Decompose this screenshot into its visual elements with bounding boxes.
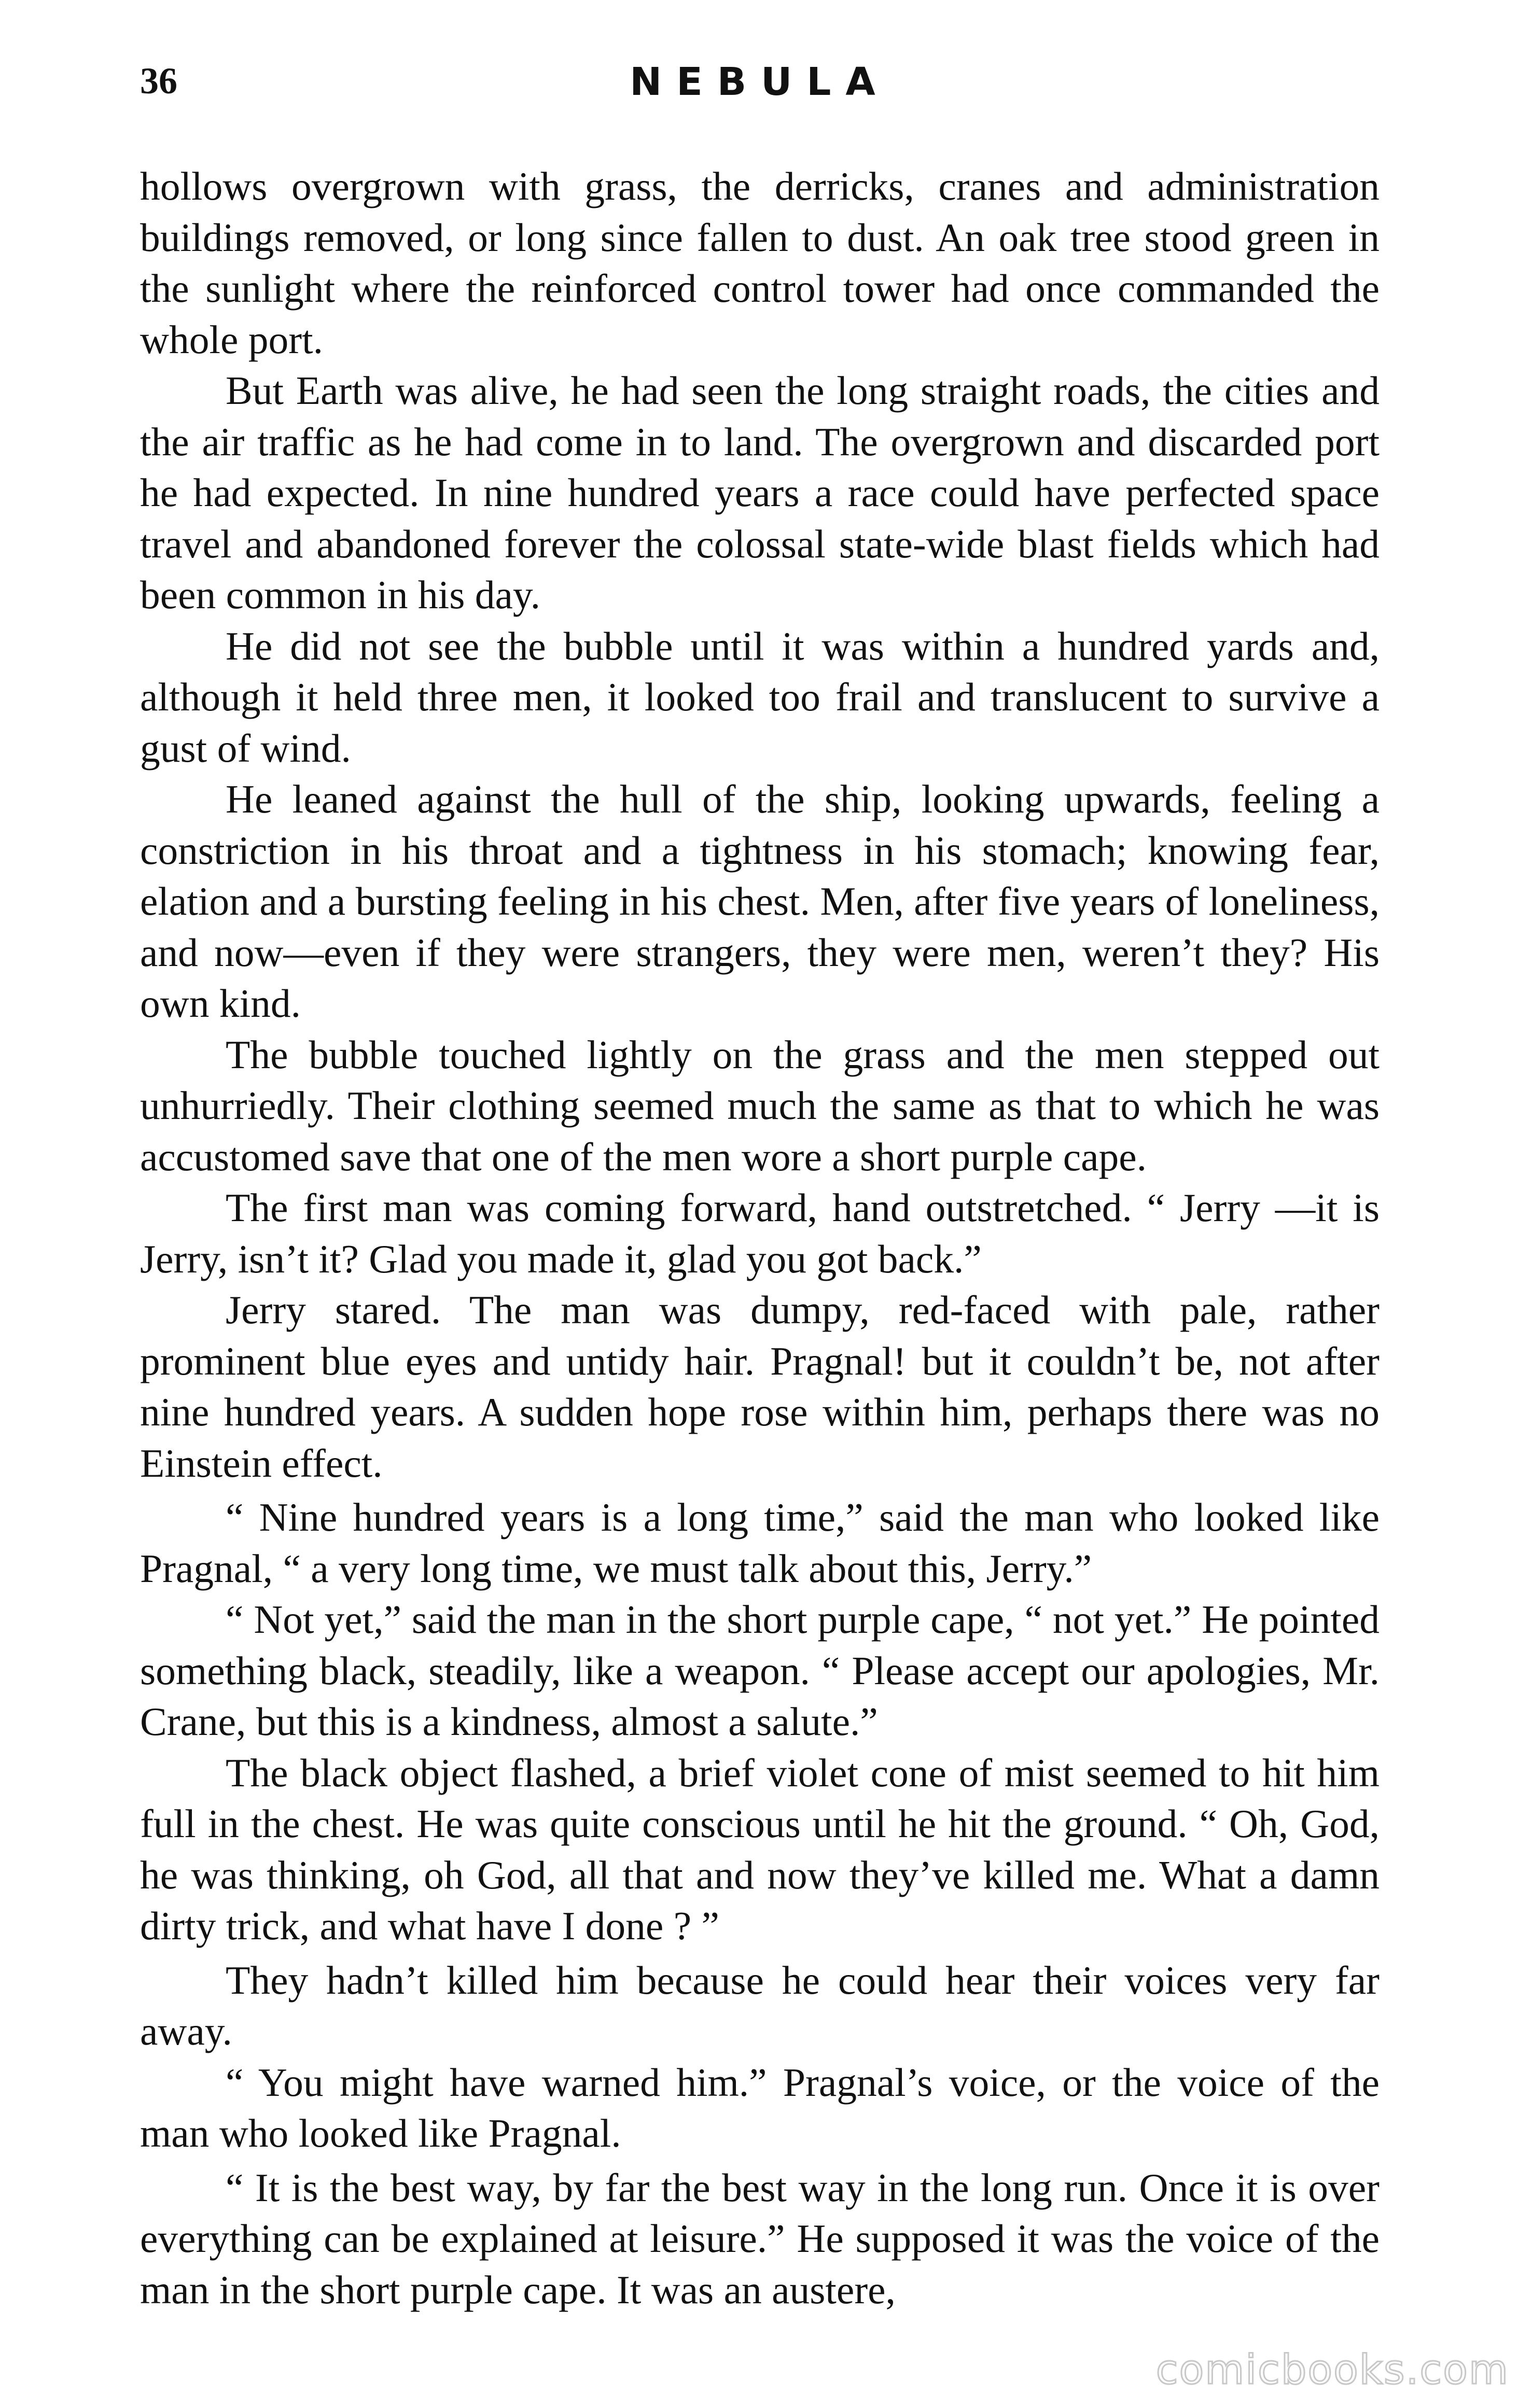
paragraph: “ Not yet,” said the man in the short purple cape, “ not yet.” He pointed something black, steadily, like a weapon. “ Please accept our apologies, Mr. Crane, but this is a kindness, almost a salute.” — [140, 1597, 1380, 1744]
page-number: 36 — [140, 60, 177, 102]
running-title: NEBULA — [630, 60, 890, 104]
paragraph: Jerry stared. The man was dumpy, red-faced with pale, rather prominent blue eyes and untidy hair. Pragnal! but it couldn’t be, not after nine hundred years. A sudden hope rose within him, perhaps there was no Einstein effect. — [140, 1287, 1380, 1486]
paragraph: He did not see the bubble until it was within a hundred yards and, although it held three men, it looked too frail and translucent to survive a gust of wind. — [140, 623, 1380, 771]
paragraph: But Earth was alive, he had seen the long straight roads, the cities and the air traffic as he had come in to land. The overgrown and discarded port he had expected. In nine hundred years a race could have perfected space travel and abandoned forever the colossal state-wide blast fields which had been common in his day. — [140, 368, 1380, 617]
paragraph: hollows overgrown with grass, the derricks, cranes and administration buildings removed, or long since fallen to dust. An oak tree stood green in the sunlight where the reinforced control tower had once commanded the whole port. — [140, 164, 1380, 362]
paragraph: The bubble touched lightly on the grass and the men stepped out unhurriedly. Their clothing seemed much the same as that to which he was accustomed save that one of the men wore a short purple cape. — [140, 1032, 1380, 1179]
body-text — [140, 161, 1380, 2315]
paragraph: The first man was coming forward, hand outstretched. “ Jerry —it is Jerry, isn’t it? Glad you made it, glad you got back.” — [140, 1185, 1380, 1281]
paragraph: He leaned against the hull of the ship, looking upwards, feeling a constriction in his throat and a tightness in his stomach; knowing fear, elation and a bursting feeling in his chest. Men, after five years of loneliness, and now—even if they were strangers, they were men, weren’t they? His own kind. — [140, 777, 1380, 1026]
watermark: comicbooks.com — [1155, 2347, 1509, 2393]
paragraph: The black object flashed, a brief violet cone of mist seemed to hit him full in the chest. He was quite conscious until he hit the ground. “ Oh, God, he was thinking, oh God, all that and now they’ve killed me. What a damn dirty trick, and what have I done ? ” — [140, 1750, 1380, 1948]
page-header — [140, 60, 1380, 117]
paragraph: They hadn’t killed him because he could hear their voices very far away. — [140, 1957, 1380, 2053]
paragraph: “ Nine hundred years is a long time,” said the man who looked like Pragnal, “ a very long time, we must talk about this, Jerry.” — [140, 1495, 1380, 1591]
paragraph: “ You might have warned him.” Pragnal’s voice, or the voice of the man who looked like Pragnal. — [140, 2060, 1380, 2155]
paragraph: “ It is the best way, by far the best way in the long run. Once it is over everything can be explained at leisure.” He supposed it was the voice of the man in the short purple cape. It was an austere, — [140, 2165, 1380, 2312]
